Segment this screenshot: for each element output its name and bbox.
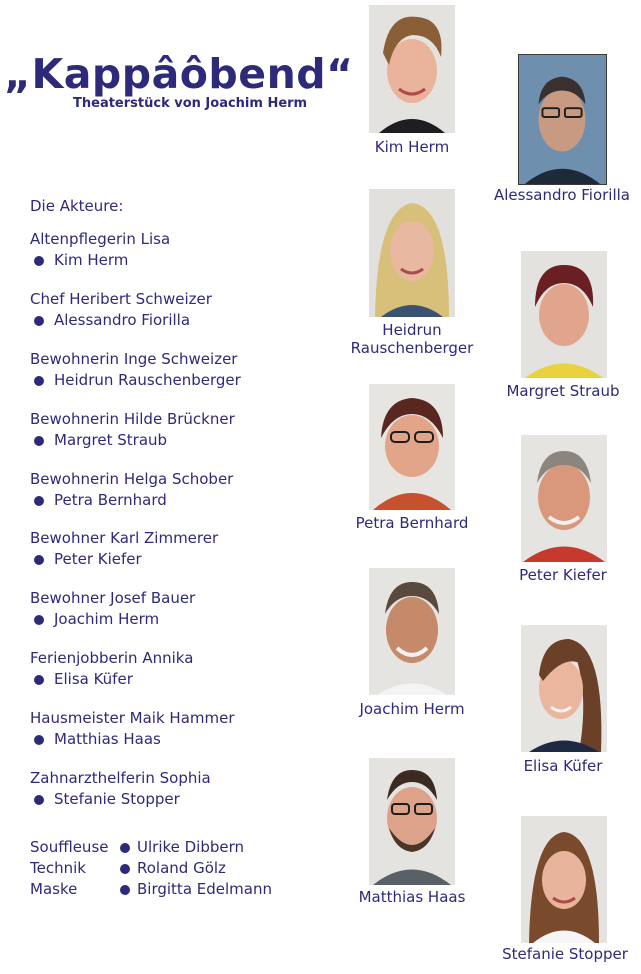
portrait-caption: Peter Kiefer (519, 566, 607, 584)
role-name: Bewohner Josef Bauer (30, 589, 196, 607)
crew-job: Technik (30, 859, 86, 877)
portrait-photo-joachim (369, 568, 455, 695)
bullet-icon (34, 615, 44, 625)
actor-name: Elisa Küfer (30, 669, 193, 689)
actor-name: Matthias Haas (30, 729, 235, 749)
actor-name: Petra Bernhard (30, 490, 233, 510)
bullet-icon (120, 843, 130, 853)
actor-name: Stefanie Stopper (30, 789, 211, 809)
cast-entry (30, 469, 233, 510)
portrait-photo-elisa (521, 625, 607, 752)
bullet-icon (34, 256, 44, 266)
portrait-photo-stefanie (521, 816, 607, 943)
cast-entry (30, 708, 235, 749)
portrait-photo-matthias (369, 758, 455, 885)
portrait-caption: Kim Herm (374, 138, 450, 156)
role-name: Bewohnerin Helga Schober (30, 470, 234, 488)
portrait-photo-petra (369, 384, 455, 510)
actor-name: Alessandro Fiorilla (30, 310, 212, 330)
bullet-icon (34, 795, 44, 805)
portrait-photo-margret (521, 251, 607, 378)
role-name: Zahnarzthelferin Sophia (30, 769, 211, 787)
crew-name: Roland Gölz (137, 859, 226, 877)
cast-entry (30, 528, 218, 569)
role-name: Hausmeister Maik Hammer (30, 709, 235, 727)
portrait-caption: Stefanie Stopper (502, 945, 628, 963)
bullet-icon (34, 555, 44, 565)
page-title: „Kappâôbend“ (4, 50, 354, 98)
portrait-caption: Margret Straub (506, 382, 620, 400)
cast-heading: Die Akteure: (30, 197, 124, 215)
bullet-icon (34, 436, 44, 446)
cast-entry (30, 588, 195, 629)
bullet-icon (34, 675, 44, 685)
role-name: Bewohnerin Hilde Brückner (30, 410, 235, 428)
portrait-caption: Matthias Haas (358, 888, 466, 906)
role-name: Bewohnerin Inge Schweizer (30, 350, 238, 368)
cast-entry (30, 409, 235, 450)
cast-entry (30, 289, 212, 330)
role-name: Ferienjobberin Annika (30, 649, 194, 667)
bullet-icon (34, 735, 44, 745)
bullet-icon (120, 864, 130, 874)
bullet-icon (34, 316, 44, 326)
actor-name: Joachim Herm (30, 609, 195, 629)
bullet-icon (34, 376, 44, 386)
page-subtitle: Theaterstück von Joachim Herm (73, 96, 308, 111)
portrait-caption: Petra Bernhard (355, 514, 469, 532)
portrait-caption: Alessandro Fiorilla (493, 186, 631, 204)
cast-entry (30, 349, 241, 390)
portrait-photo-peter (521, 435, 607, 562)
crew-job: Souffleuse (30, 838, 109, 856)
actor-name: Kim Herm (30, 250, 170, 270)
portrait-caption: Joachim Herm (359, 700, 465, 718)
role-name: Bewohner Karl Zimmerer (30, 529, 219, 547)
portrait-photo-kim (369, 5, 455, 133)
portrait-caption: Heidrun (382, 321, 442, 339)
portrait-photo-heidrun (369, 189, 455, 317)
portrait-caption: Elisa Küfer (523, 757, 603, 775)
crew-name: Ulrike Dibbern (137, 838, 245, 856)
bullet-icon (120, 885, 130, 895)
cast-entry (30, 768, 211, 809)
crew-job: Maske (30, 880, 78, 898)
portrait-caption: Rauschenberger (350, 339, 474, 357)
cast-entry (30, 229, 170, 270)
portrait-photo-alessandro (518, 54, 607, 185)
role-name: Altenpflegerin Lisa (30, 230, 171, 248)
cast-entry (30, 648, 193, 689)
role-name: Chef Heribert Schweizer (30, 290, 212, 308)
actor-name: Margret Straub (30, 430, 235, 450)
actor-name: Heidrun Rauschenberger (30, 370, 241, 390)
bullet-icon (34, 496, 44, 506)
actor-name: Peter Kiefer (30, 549, 218, 569)
crew-name: Birgitta Edelmann (137, 880, 272, 898)
